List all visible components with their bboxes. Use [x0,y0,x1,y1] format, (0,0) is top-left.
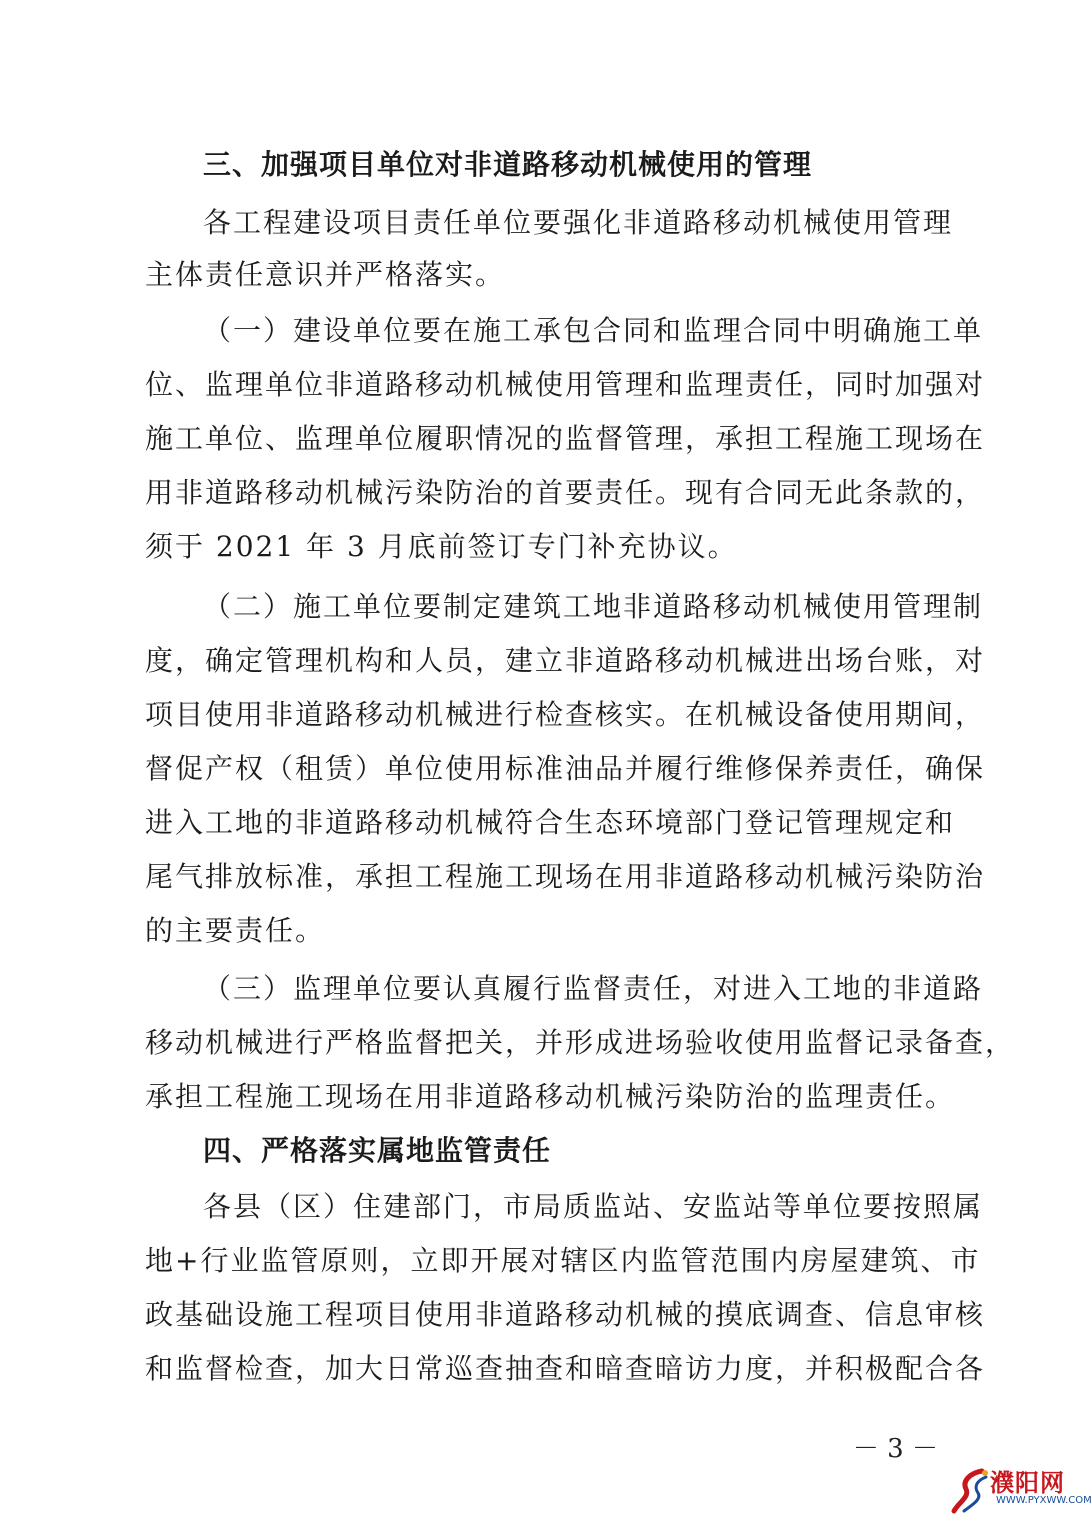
item-2-line-1: （二）施工单位要制定建筑工地非道路移动机械使用管理制 [203,590,984,623]
item-2-line-4: 督促产权（租赁）单位使用标准油品并履行维修保养责任，确保 [145,752,986,785]
item-1-line-1: （一）建设单位要在施工承包合同和监理合同中明确施工单 [203,314,984,347]
section-4-heading: 四、严格落实属地监管责任 [203,1134,552,1167]
section-3-heading: 三、加强项目单位对非道路移动机械使用的管理 [203,148,813,181]
section-4-line-3: 政基础设施工程项目使用非道路移动机械的摸底调查、信息审核 [145,1298,986,1331]
item-1-line-3: 施工单位、监理单位履职情况的监督管理，承担工程施工现场在 [145,422,986,455]
site-watermark [952,1463,1092,1519]
section-4-line-4: 和监督检查，加大日常巡查抽查和暗查暗访力度，并积极配合各 [145,1352,986,1385]
page-number: － 3 － [852,1434,938,1464]
item-1-line-4: 用非道路移动机械污染防治的首要责任。现有合同无此条款的， [145,476,986,509]
item-2-line-3: 项目使用非道路移动机械进行检查核实。在机械设备使用期间， [145,698,986,731]
item-1-line-5: 须于 2021 年 3 月底前签订专门补充协议。 [145,530,738,563]
item-2-line-6: 尾气排放标准，承担工程施工现场在用非道路移动机械污染防治 [145,860,986,893]
item-2-line-5: 进入工地的非道路移动机械符合生态环境部门登记管理规定和 [145,806,956,839]
section-4-line-1: 各县（区）住建部门，市局质监站、安监站等单位要按照属 [203,1190,984,1223]
item-3-line-3: 承担工程施工现场在用非道路移动机械污染防治的监理责任。 [145,1080,956,1113]
section-3-intro-line-2: 主体责任意识并严格落实。 [145,258,506,291]
item-1-line-2: 位、监理单位非道路移动机械使用管理和监理责任，同时加强对 [145,368,986,401]
site-url: WWW.PYXWW.COM [996,1495,1092,1506]
item-2-line-2: 度，确定管理机构和人员，建立非道路移动机械进出场台账，对 [145,644,986,677]
item-2-line-7: 的主要责任。 [145,914,326,947]
item-3-line-2: 移动机械进行严格监督把关，并形成进场验收使用监督记录备查， [145,1026,1016,1059]
item-3-line-1: （三）监理单位要认真履行监督责任，对进入工地的非道路 [203,972,984,1005]
site-logo-icon [952,1467,992,1515]
site-name: 濮阳网 [990,1469,1065,1497]
section-3-intro-line-1: 各工程建设项目责任单位要强化非道路移动机械使用管理 [203,206,954,239]
section-4-line-2: 地+行业监管原则，立即开展对辖区内监管范围内房屋建筑、市 [145,1244,981,1277]
